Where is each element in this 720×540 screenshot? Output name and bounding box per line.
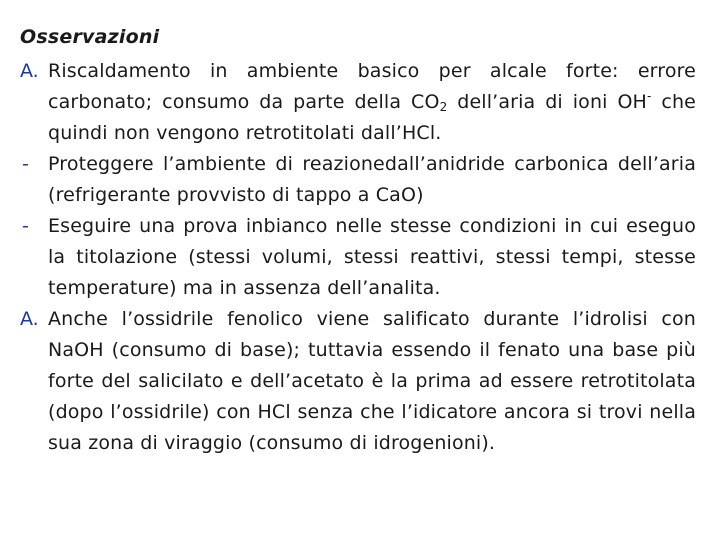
heading-osservazioni: Osservazioni bbox=[20, 26, 160, 48]
list-marker-a: A. bbox=[20, 60, 39, 82]
list-item-text: Proteggere l’ambiente di reazionedall’anidride carbonica dell’aria (refrigerante provvisto di tappo a CaO) bbox=[48, 153, 696, 206]
observations-list bbox=[20, 56, 696, 459]
list-item-text: Eseguire una prova inbianco nelle stesse condizioni in cui eseguo la titolazione (stessi volumi, stessi reattivi, stessi tempi, stesse temperature) ma in assenza dell’analita. bbox=[48, 215, 696, 299]
list-item-text: Anche l’ossidrile fenolico viene salificato durante l’idrolisi con NaOH (consumo di base); tuttavia essendo il fenato una base più forte del salicilato e dell’acetato è la prima ad essere retrotitolata (dopo l’ossidrile) con HCl senza che l’idicatore ancora si trovi nella sua zona di viraggio (consumo di idrogenioni). bbox=[48, 308, 696, 454]
list-marker-a: A. bbox=[20, 308, 39, 330]
list-item-protect bbox=[20, 149, 696, 211]
superscript-minus: - bbox=[647, 89, 652, 103]
list-item-text bbox=[48, 56, 696, 149]
list-item-a-phenolic bbox=[20, 304, 696, 459]
list-marker-dash: - bbox=[22, 215, 29, 237]
list-item-blank-test bbox=[20, 211, 696, 304]
text-part: Riscaldamento in ambiente basico per alcale forte: errore carbonato; consumo da parte della CO bbox=[48, 60, 696, 113]
list-item-a-heating bbox=[20, 56, 696, 149]
subscript-2: 2 bbox=[439, 100, 448, 114]
text-part: che quindi non vengono retrotitolati dall’HCl. bbox=[48, 91, 697, 144]
list-marker-dash: - bbox=[22, 153, 29, 175]
text-part: dell’aria di ioni OH bbox=[447, 91, 647, 113]
